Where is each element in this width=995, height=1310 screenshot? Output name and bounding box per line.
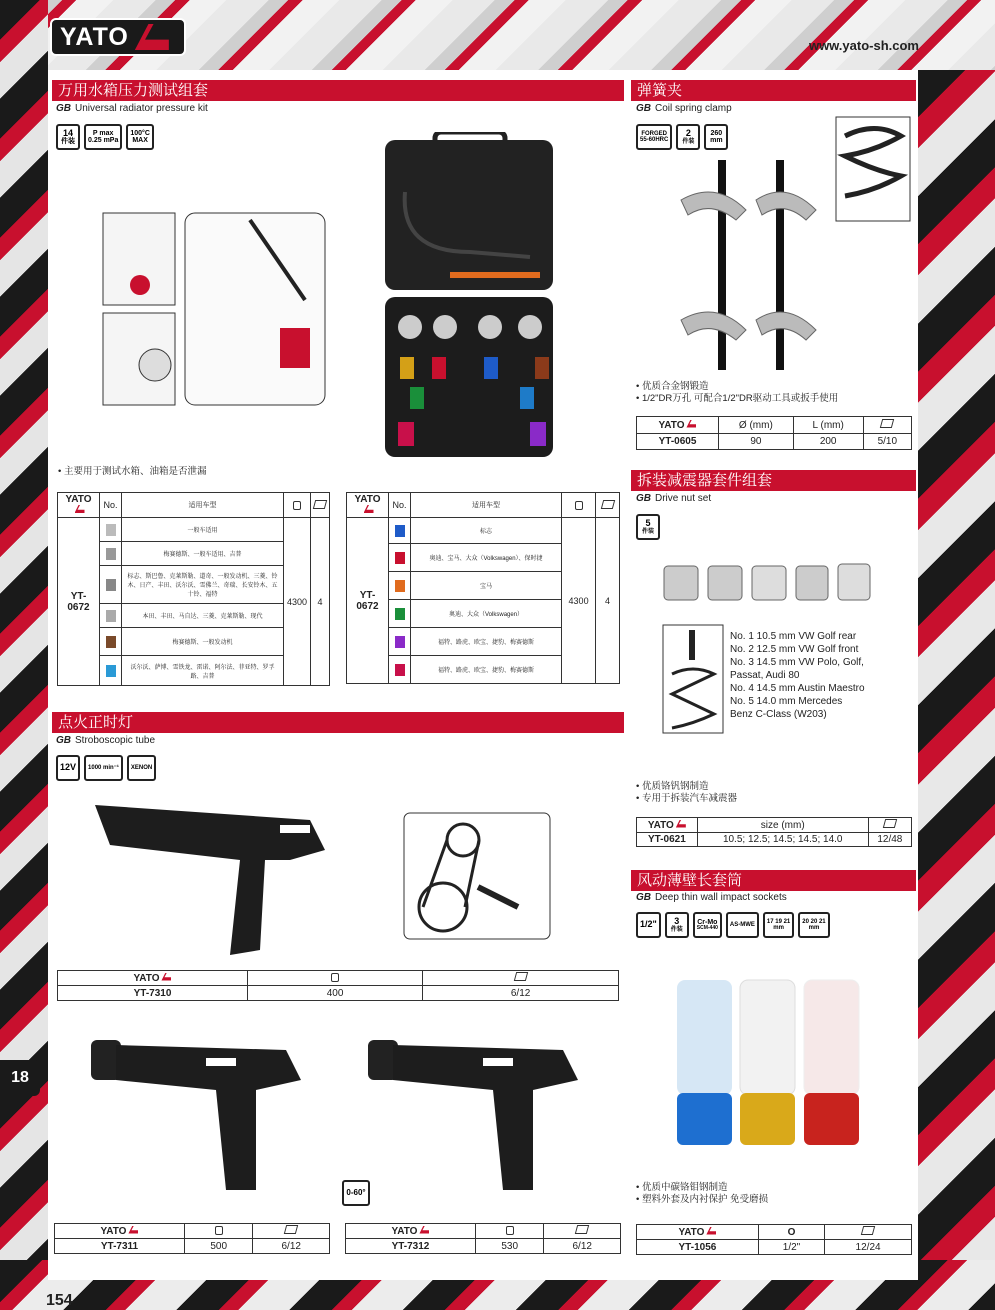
timing-usage-illustration [403, 812, 551, 940]
spring-table: YATO Ø (mm) L (mm) YT-0605 90 200 5/10 [636, 416, 912, 450]
nut-icons [636, 514, 660, 540]
strobe-7311-table: YATO YT-7311 500 6/12 [54, 1223, 330, 1254]
package-icon [861, 1226, 875, 1235]
sockets-title: 风动薄壁长套筒 [631, 870, 916, 891]
spring-bullets: • 优质合金钢锻造 • 1/2"DR万孔 可配合1/2"DR驱动工具或扳手使用 [636, 381, 839, 404]
drive-size-icon: 1/2" [636, 912, 661, 938]
weight-icon [331, 973, 339, 982]
pressure-icon: P max 0.25 mPa [84, 124, 122, 150]
radiator-kit-case-image [380, 132, 558, 462]
left-pattern [0, 0, 48, 1310]
adapter-swatch [389, 544, 411, 572]
sockets-subtitle: GB Deep thin wall impact sockets [636, 892, 787, 903]
voltage-icon: 12V [56, 755, 80, 781]
spring-subtitle: GB Coil spring clamp [636, 103, 732, 114]
strobe-icons [56, 755, 156, 781]
radiator-subtitle: GB Universal radiator pressure kit [56, 103, 208, 114]
temperature-icon: 100°C MAX [126, 124, 154, 150]
page-number: 154 [46, 1292, 73, 1309]
xenon-icon: XENON [127, 755, 156, 781]
radiator-table-right: YATO No. 适用车型 YT-0672 标志 4300 4 奥迪、宝马、大众（Volkswagen）、保时捷 宝马 奥迪、大众（Volkswagen） 福特、路虎、欧宝、捷豹、梅赛德斯 福特、路虎、欧宝、捷豹、梅赛德斯 [346, 492, 620, 684]
adapter-swatch [389, 518, 411, 544]
spring-icons [636, 124, 728, 150]
strobe-7312-table: YATO YT-7312 530 6/12 [345, 1223, 621, 1254]
adapter-swatch [389, 572, 411, 600]
radiator-title: 万用水箱压力测试组套 [52, 80, 624, 101]
impact-sockets-image [672, 975, 867, 1150]
material-icon: Cr-Mo SCM-440 [693, 912, 722, 938]
quantity-icon: 2 件装 [676, 124, 700, 150]
brand-logo: YATO [50, 18, 186, 56]
spring-title: 弹簧夹 [631, 80, 916, 101]
standard-icon: AS-MWE [726, 912, 759, 938]
package-icon [575, 1225, 589, 1234]
adapter-swatch [100, 628, 122, 656]
strobe-title: 点火正时灯 [52, 712, 624, 733]
nut-subtitle: GB Drive nut set [636, 493, 712, 504]
website-url: www.yato-sh.com [808, 38, 919, 53]
rpm-icon: 1000 min⁻¹ [84, 755, 123, 781]
adapter-swatch [100, 518, 122, 542]
package-icon [284, 1225, 298, 1234]
wall-thickness-icon: 20 20 21 mm [798, 912, 829, 938]
nut-title: 拆装减震器套件组套 [631, 470, 916, 491]
length-icon: 260 mm [704, 124, 728, 150]
strobe-gun-7312-image [363, 1030, 593, 1190]
nut-bullets: • 优质铬钒钢制造 • 专用于拆装汽车减震器 [636, 781, 737, 804]
weight-icon [575, 501, 583, 510]
strobe-gun-image [90, 800, 330, 960]
weight-icon [293, 501, 301, 510]
radiator-table-left: YATO No. 适用车型 YT-0672 一般车适用 4300 4 梅赛德斯、一般车适用、吉普 标志、斯巴鲁、克莱斯勒、道奇、一般发动机、三菱、铃木、日产、丰田、沃尔沃、雪佛兰、奇瑞、长安铃木、五十铃、福特 本田、丰田、马自达、三菱、克莱斯勒、现代 梅赛德斯、一般发动机 沃尔沃、萨博、雪铁龙、雷诺、阿尔法、菲亚特、罗孚路、吉普 [57, 492, 330, 686]
strobe-gun-7311-image [86, 1030, 316, 1190]
radiator-usage-illustration [100, 210, 330, 410]
forged-icon: FORGED 55-60HRC [636, 124, 672, 150]
sockets-icons [636, 912, 830, 938]
adapter-swatch [100, 566, 122, 604]
angle-icon: 0-60° [342, 1180, 370, 1206]
package-icon [880, 419, 894, 428]
quantity-icon: 14 件装 [56, 124, 80, 150]
strobe-subtitle: GB Stroboscopic tube [56, 735, 156, 746]
strobe-main-table: YATO YT-7310 400 6/12 [57, 970, 619, 1001]
socket-size-icon: 17 19 21 mm [763, 912, 794, 938]
nut-size-list: No. 1 10.5 mm VW Golf rear No. 2 12.5 mm VW Golf front No. 3 14.5 mm VW Polo, Golf, Passat, Audi 80 No. 4 14.5 mm Austin Maestro No. 5 14.0 mm Mercedes Benz C-Class (W203) [730, 631, 865, 720]
radiator-icons [56, 124, 154, 150]
adapter-swatch [389, 628, 411, 656]
package-icon [600, 500, 614, 509]
adapter-swatch [100, 656, 122, 686]
chapter-tab: 18 [0, 1060, 40, 1096]
package-icon [313, 500, 327, 509]
right-pattern [917, 70, 995, 1310]
weight-icon [506, 1226, 514, 1235]
adapter-swatch [100, 604, 122, 628]
brand-mark-icon [135, 24, 169, 50]
adapter-swatch [389, 656, 411, 684]
quantity-icon: 5 件装 [636, 514, 660, 540]
drive-nuts-image [662, 560, 872, 602]
adapter-swatch [100, 542, 122, 566]
weight-icon [215, 1226, 223, 1235]
radiator-bullet: • 主要用于测试水箱、油箱是否泄漏 [58, 466, 207, 477]
nut-table: YATO size (mm) YT-0621 10.5; 12.5; 14.5; 14.5; 14.0 12/48 [636, 817, 912, 847]
package-icon [883, 819, 897, 828]
package-icon [513, 972, 527, 981]
adapter-swatch [389, 600, 411, 628]
sockets-table: YATO O YT-1056 1/2" 12/24 [636, 1224, 912, 1255]
shock-absorber-illustration [662, 624, 724, 734]
sockets-bullets: • 优质中碳铬钼钢制造 • 塑料外套及内衬保护 免受磨损 [636, 1182, 769, 1205]
quantity-icon: 3 件装 [665, 912, 689, 938]
spring-clamp-image [676, 160, 826, 370]
spring-usage-illustration [835, 116, 911, 222]
